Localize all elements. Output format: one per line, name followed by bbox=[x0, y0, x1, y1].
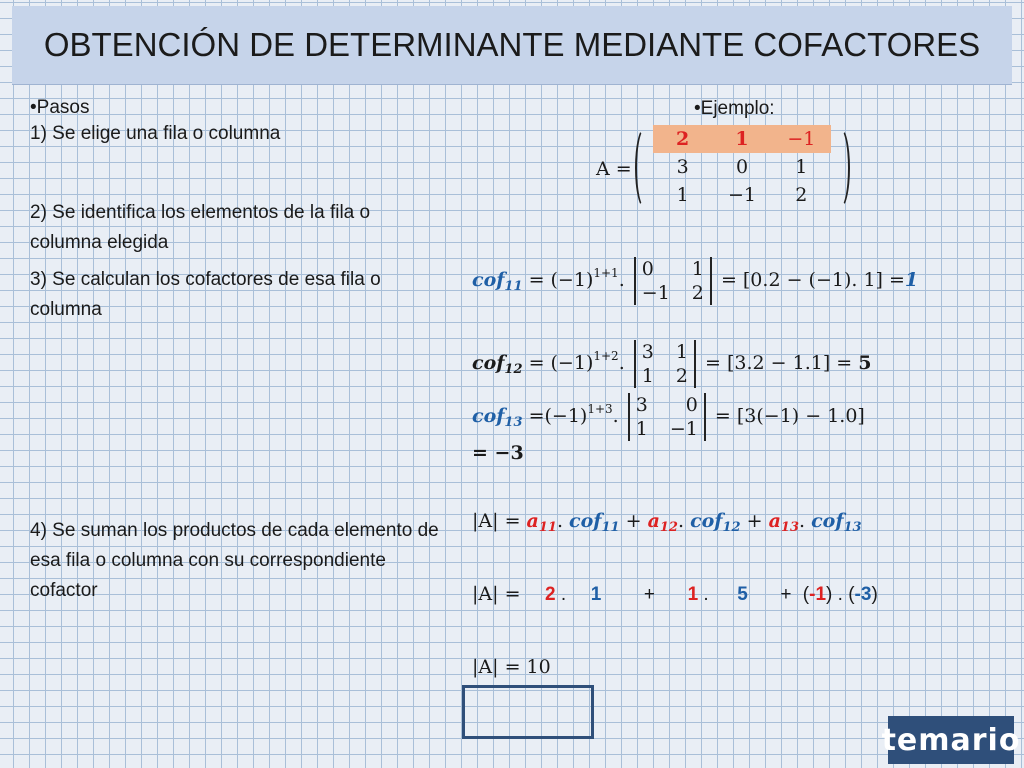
value: -3 bbox=[854, 584, 872, 605]
matrix-row-1 bbox=[653, 125, 831, 153]
cof-dot: . bbox=[618, 269, 625, 291]
cof-term-sub: 12 bbox=[722, 520, 741, 535]
value: 5 bbox=[737, 584, 748, 605]
det-lhs: |A| = bbox=[472, 583, 521, 605]
dot: . ( bbox=[837, 584, 855, 605]
paren-close: ) bbox=[871, 584, 878, 605]
dot: . bbox=[560, 584, 567, 605]
element-sub: 12 bbox=[659, 520, 678, 535]
cof-label: cof bbox=[472, 352, 505, 374]
value: 1 bbox=[590, 584, 602, 605]
det-cell: 0 bbox=[641, 258, 654, 280]
cof-label: cof bbox=[472, 269, 505, 291]
step-1: 1) Se elige una fila o columna bbox=[30, 123, 281, 144]
cof-label: cof bbox=[472, 405, 505, 427]
step-4: 4) Se suman los productos de cada elemento de esa fila o columna con su correspondiente cofactor bbox=[30, 520, 439, 601]
matrix-cell: 2 bbox=[676, 128, 690, 150]
answer-box bbox=[462, 685, 594, 739]
element-sub: 11 bbox=[538, 520, 557, 535]
cof-exponent: 1+1 bbox=[593, 266, 619, 280]
step-3: 3) Se calculan los cofactores de esa fila o columna bbox=[30, 269, 381, 320]
det-cell: 3 bbox=[635, 394, 648, 416]
cof-term: cof bbox=[690, 510, 723, 532]
cof-subscript: 11 bbox=[504, 279, 523, 294]
matrix-cell: 0 bbox=[735, 156, 749, 178]
temario-button[interactable]: temario bbox=[888, 716, 1014, 764]
slide-title: OBTENCIÓN DE DETERMINANTE MEDIANTE COFACTORES bbox=[43, 26, 981, 63]
det-lhs: |A| = bbox=[472, 510, 521, 532]
cof-exponent: 1+2 bbox=[593, 349, 619, 363]
cof-rhs: = [3(−1) − 1.0] bbox=[714, 405, 865, 427]
det-cell: 1 bbox=[691, 258, 704, 280]
matrix-cell: 2 bbox=[795, 184, 808, 206]
minor-determinant bbox=[634, 340, 696, 388]
cof-result: 5 bbox=[858, 352, 872, 374]
example-label: •Ejemplo: bbox=[694, 98, 775, 119]
steps-header bbox=[30, 95, 440, 147]
cof-rhs: = [0.2 − (−1). 1] = bbox=[720, 269, 905, 291]
cofactor-11-equation bbox=[472, 257, 918, 305]
value: 1 bbox=[687, 584, 699, 605]
cof-rhs: = [3.2 − 1.1] = bbox=[705, 352, 853, 374]
paren-open: ( bbox=[802, 584, 810, 605]
plus-sign: + bbox=[780, 584, 792, 605]
minor-determinant bbox=[628, 393, 706, 441]
cofactor-12-equation bbox=[472, 340, 871, 388]
det-cell: −1 bbox=[641, 282, 670, 304]
dot: . bbox=[703, 584, 709, 605]
pasos-label: •Pasos bbox=[30, 97, 90, 118]
det-cell: 1 bbox=[675, 341, 688, 363]
element-a: a bbox=[647, 510, 660, 532]
cof-dot: . bbox=[612, 405, 619, 427]
value: 2 bbox=[545, 584, 556, 605]
determinant-result: |A| = 10 bbox=[472, 656, 551, 678]
cof-term-sub: 13 bbox=[843, 520, 862, 535]
cof-term-sub: 11 bbox=[601, 520, 620, 535]
matrix-cell: 1 bbox=[676, 184, 689, 206]
cof-result: 1 bbox=[904, 269, 919, 291]
matrix-cell: −1 bbox=[727, 184, 756, 206]
left-paren bbox=[635, 127, 655, 209]
determinant-formula: $|A| = a_{11}$. $cof_{11} + a_{12}$. $cof_{12} + a_{13}$. cof$_{13}$ bbox=[472, 510, 862, 535]
matrix-cell: 1 bbox=[795, 156, 808, 178]
plus-sign: + bbox=[643, 584, 655, 605]
cof-term: cof bbox=[811, 510, 844, 532]
title-bar bbox=[12, 6, 1012, 85]
cof-term: cof bbox=[569, 510, 602, 532]
matrix-row-3 bbox=[653, 181, 831, 209]
cof-power-base: = (−1) bbox=[528, 269, 594, 291]
det-cell: 3 bbox=[641, 341, 654, 363]
det-cell: 1 bbox=[635, 418, 648, 440]
right-paren bbox=[830, 127, 850, 209]
cof-power-base: =(−1) bbox=[528, 405, 588, 427]
cof-power-base: = (−1) bbox=[528, 352, 594, 374]
plus-sign: + bbox=[746, 510, 763, 532]
element-a: a bbox=[526, 510, 539, 532]
step-2: 2) Se identifica los elementos de la fila o columna elegida bbox=[30, 202, 371, 253]
plus-sign: + bbox=[625, 510, 642, 532]
cof-subscript: 12 bbox=[504, 362, 523, 377]
element-sub: 13 bbox=[780, 520, 799, 535]
cof-dot: . bbox=[618, 352, 625, 374]
det-cell: −1 bbox=[669, 418, 698, 440]
cofactor-13-result: = −3 bbox=[472, 442, 524, 464]
element-a: a bbox=[768, 510, 781, 532]
value: -1 bbox=[809, 584, 827, 605]
determinant-substitution bbox=[472, 583, 878, 606]
matrix-cell: 3 bbox=[676, 156, 689, 178]
minor-determinant bbox=[634, 257, 712, 305]
matrix-name: A = bbox=[596, 158, 632, 180]
det-cell: 0 bbox=[685, 394, 698, 416]
matrix-cell: 1 bbox=[735, 128, 749, 150]
matrix-cell: −1 bbox=[787, 128, 816, 150]
example-matrix bbox=[635, 125, 850, 209]
matrix-row-2 bbox=[653, 153, 831, 181]
cof-exponent: 1+3 bbox=[587, 402, 613, 416]
paren-close: ) bbox=[826, 584, 833, 605]
det-cell: 1 bbox=[641, 365, 654, 387]
det-cell: 2 bbox=[675, 365, 688, 387]
cof-subscript: 13 bbox=[504, 415, 523, 430]
cofactor-13-equation bbox=[472, 393, 865, 441]
det-cell: 2 bbox=[691, 282, 704, 304]
